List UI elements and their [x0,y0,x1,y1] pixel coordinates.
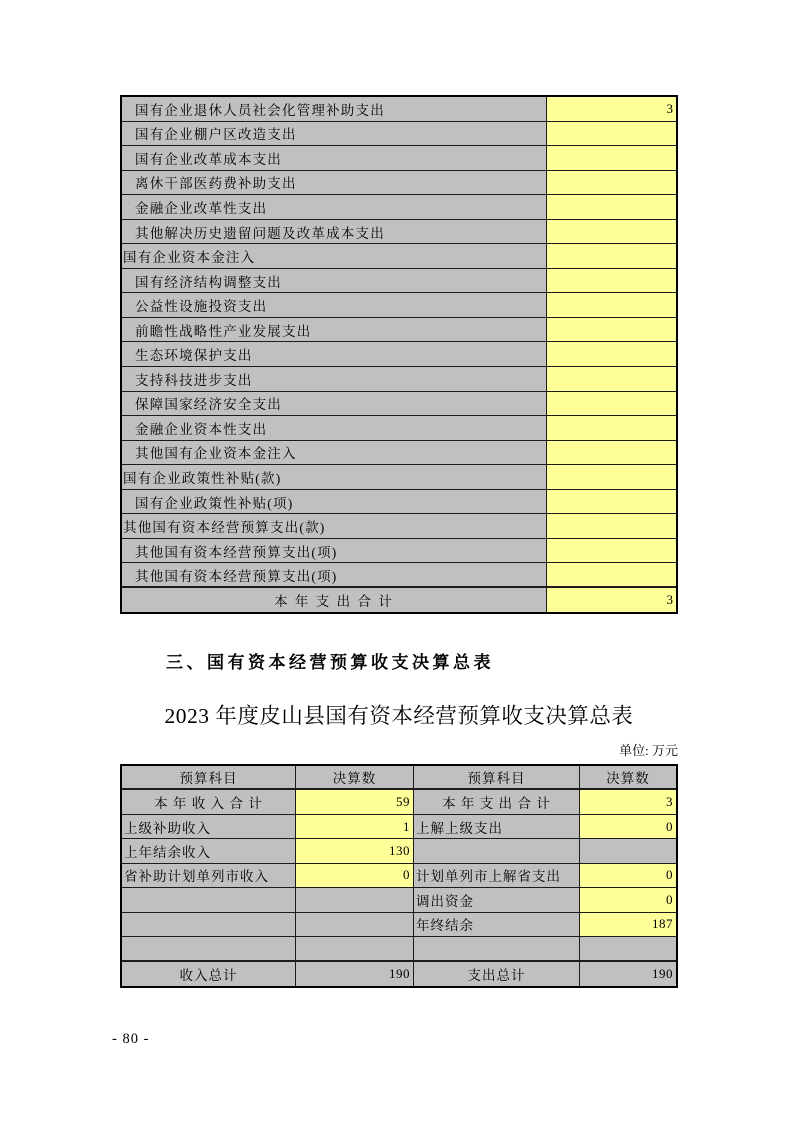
table-row [122,195,676,220]
label-cell [414,937,580,959]
expense-detail-table [120,95,678,614]
label-cell [296,913,414,936]
table-row [122,563,676,588]
expense-value-cell [547,514,676,538]
table-row [122,244,676,269]
table-row [122,514,676,539]
expense-value-cell [547,146,676,170]
expense-value-cell [547,195,676,219]
expense-value-cell [547,367,676,391]
column-header-cell: 决算数 [580,766,676,788]
expense-value-cell: 3 [547,588,676,613]
table-row [122,490,676,515]
table-row [122,392,676,417]
table-row [122,220,676,245]
label-cell [122,913,296,936]
label-cell: 支出总计 [414,962,580,986]
value-cell: 59 [296,790,414,813]
table-row [122,539,676,564]
value-cell: 0 [580,815,676,838]
expense-label-cell: 其他国有资本经营预算支出(项) [122,563,547,586]
expense-value-cell [547,342,676,366]
label-cell [296,937,414,959]
expense-label-cell: 其他国有企业资本金注入 [122,441,547,465]
label-cell [580,839,676,862]
expense-label-cell: 其他解决历史遗留问题及改革成本支出 [122,220,547,244]
label-cell [122,937,296,959]
column-header-cell: 预算科目 [122,766,296,788]
expense-label-cell: 其他国有资本经营预算支出(项) [122,539,547,563]
table-row [122,441,676,466]
table-row [122,790,676,814]
section-heading: 三、国有资本经营预算收支决算总表 [166,653,494,672]
value-cell: 1 [296,815,414,838]
label-cell [122,888,296,911]
value-cell: 190 [580,962,676,986]
table-row [122,342,676,367]
table-row [122,815,676,839]
label-cell: 年终结余 [414,913,580,936]
expense-label-cell: 支持科技进步支出 [122,367,547,391]
summary-table-title: 2023 年度皮山县国有资本经营预算收支决算总表 [164,704,634,728]
label-cell [580,937,676,959]
value-cell: 0 [296,864,414,887]
table-row [122,97,676,122]
expense-label-cell: 国有企业棚户区改造支出 [122,122,547,146]
table-row [122,269,676,294]
budget-summary-table [120,764,678,988]
table-row [122,122,676,147]
expense-label-cell: 生态环境保护支出 [122,342,547,366]
table-row [122,588,676,613]
expense-label-cell: 国有企业改革成本支出 [122,146,547,170]
label-cell: 本 年 支 出 合 计 [414,790,580,813]
table-row [122,367,676,392]
expense-label-cell: 国有企业退休人员社会化管理补助支出 [122,97,547,121]
label-cell [414,839,580,862]
table-row [122,318,676,343]
expense-label-cell: 前瞻性战略性产业发展支出 [122,318,547,342]
table-row [122,888,676,912]
table-header-row [122,766,676,790]
label-cell: 调出资金 [414,888,580,911]
table-row [122,171,676,196]
expense-value-cell [547,416,676,440]
table-row [122,937,676,961]
expense-value-cell [547,441,676,465]
label-cell: 上级补助收入 [122,815,296,838]
expense-value-cell [547,220,676,244]
expense-label-cell: 金融企业资本性支出 [122,416,547,440]
expense-value-cell [547,122,676,146]
value-cell: 187 [580,913,676,936]
label-cell: 上年结余收入 [122,839,296,862]
label-cell: 省补助计划单列市收入 [122,864,296,887]
expense-value-cell [547,465,676,489]
expense-value-cell [547,318,676,342]
expense-label-cell: 离休干部医药费补助支出 [122,171,547,195]
expense-value-cell [547,539,676,563]
value-cell: 0 [580,864,676,887]
expense-label-cell: 国有企业政策性补贴(项) [122,490,547,514]
label-cell [296,888,414,911]
table-row [122,465,676,490]
column-header-cell: 决算数 [296,766,414,788]
table-row [122,293,676,318]
expense-label-cell: 国有企业资本金注入 [122,244,547,268]
table-row [122,913,676,937]
expense-value-cell [547,392,676,416]
expense-label-cell: 其他国有资本经营预算支出(款) [122,514,547,538]
expense-value-cell: 3 [547,97,676,121]
page-number: - 80 - [112,1031,150,1047]
expense-value-cell [547,244,676,268]
value-cell: 190 [296,962,414,986]
expense-label-cell: 本 年 支 出 合 计 [122,588,547,613]
expense-value-cell [547,171,676,195]
expense-label-cell: 保障国家经济安全支出 [122,392,547,416]
expense-value-cell [547,563,676,586]
label-cell: 本 年 收 入 合 计 [122,790,296,813]
table-row [122,839,676,863]
table-row [122,864,676,888]
expense-label-cell: 国有企业政策性补贴(款) [122,465,547,489]
column-header-cell: 预算科目 [414,766,580,788]
value-cell: 130 [296,839,414,862]
expense-value-cell [547,490,676,514]
value-cell: 0 [580,888,676,911]
expense-value-cell [547,269,676,293]
table-row [122,146,676,171]
table-row [122,416,676,441]
expense-label-cell: 公益性设施投资支出 [122,293,547,317]
label-cell: 收入总计 [122,962,296,986]
expense-value-cell [547,293,676,317]
table-row [122,962,676,986]
unit-label: 单位: 万元 [619,743,678,758]
expense-label-cell: 国有经济结构调整支出 [122,269,547,293]
expense-label-cell: 金融企业改革性支出 [122,195,547,219]
label-cell: 计划单列市上解省支出 [414,864,580,887]
label-cell: 上解上级支出 [414,815,580,838]
value-cell: 3 [580,790,676,813]
